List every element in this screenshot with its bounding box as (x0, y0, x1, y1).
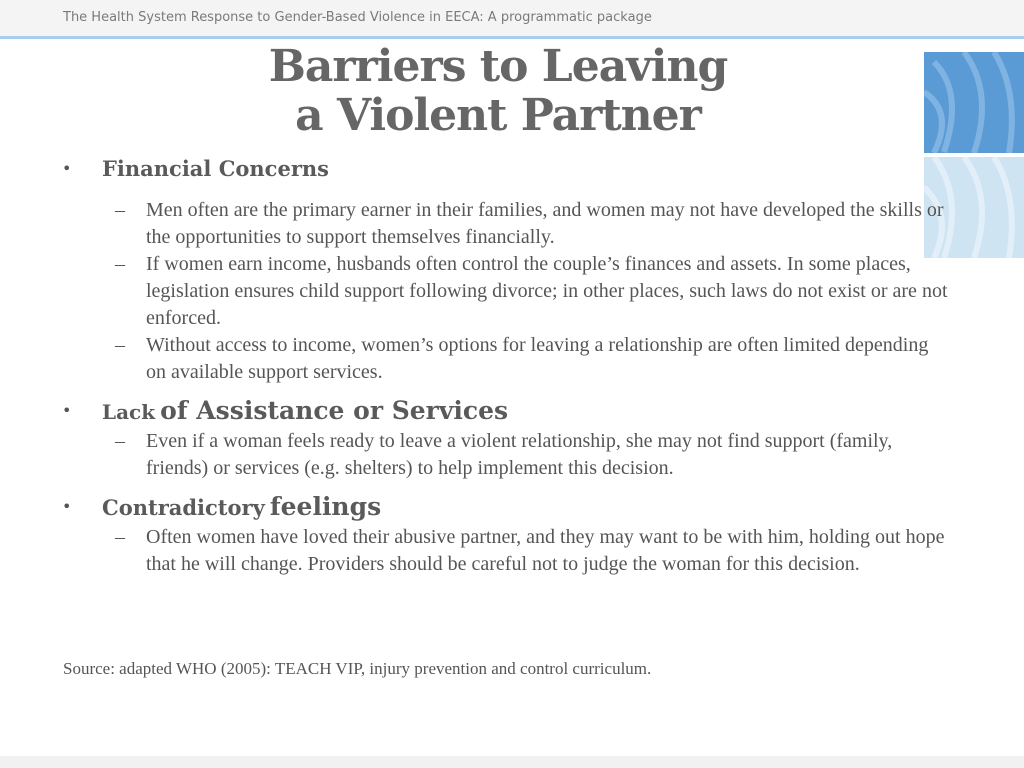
sub-item (62, 197, 952, 251)
slide-title (200, 42, 796, 140)
bullet-title-part-a: Lack (102, 400, 156, 424)
sub-item (62, 332, 952, 386)
sub-marker: – (115, 526, 125, 548)
sub-item-text: Men often are the primary earner in their families, and women may not have developed the skills or the opportunities to support themselves financially. (146, 199, 944, 248)
sub-item (62, 428, 952, 482)
slide-title-line-2: a Violent Partner (295, 90, 701, 141)
un-emblem-decoration-top (924, 52, 1024, 153)
header-divider (0, 36, 1024, 39)
sub-list-financial (62, 197, 952, 386)
bullet-title-part-a: Contradictory (102, 495, 265, 520)
sub-item (62, 524, 952, 578)
slide-content (62, 156, 952, 578)
bullet-marker: • (62, 401, 72, 420)
sub-item-text: Without access to income, women’s options for leaving a relationship are often limited depending on available support services. (146, 334, 929, 383)
bullet-title-part-b: feelings (269, 492, 382, 521)
header-text: The Health System Response to Gender-Based Violence in EECA: A programmatic package (63, 10, 652, 25)
sub-marker: – (115, 334, 125, 356)
bullet-marker: • (62, 497, 72, 516)
sub-list-feelings (62, 524, 952, 578)
bullet-lack-of-assistance (62, 396, 952, 428)
bullet-title-part-b: of Assistance or Services (160, 396, 509, 425)
sub-marker: – (115, 253, 125, 275)
sub-item-text: If women earn income, husbands often control the couple’s finances and assets. In some places, legislation ensures child support following divorce; in other places, such laws do not exist or are not enforced. (146, 253, 948, 329)
sub-marker: – (115, 430, 125, 452)
sub-item-text: Often women have loved their abusive partner, and they may want to be with him, holding out hope that he will change. Providers should be careful not to judge the woman for this decision. (146, 526, 945, 575)
bullet-title: Financial Concerns (102, 156, 329, 181)
sub-list-assistance (62, 428, 952, 482)
bullet-contradictory-feelings (62, 492, 952, 524)
bullet-marker: • (62, 159, 72, 178)
slide-title-line-1: Barriers to Leaving (268, 41, 728, 92)
sub-item (62, 251, 952, 332)
footer-bar (0, 756, 1024, 768)
laurel-pattern-icon (924, 52, 1024, 153)
sub-marker: – (115, 199, 125, 221)
bullet-financial-concerns (62, 156, 952, 190)
sub-item-text: Even if a woman feels ready to leave a violent relationship, she may not find support (family, friends) or services (e.g. shelters) to help implement this decision. (146, 430, 893, 479)
source-citation: Source: adapted WHO (2005): TEACH VIP, injury prevention and control curriculum. (63, 659, 652, 678)
